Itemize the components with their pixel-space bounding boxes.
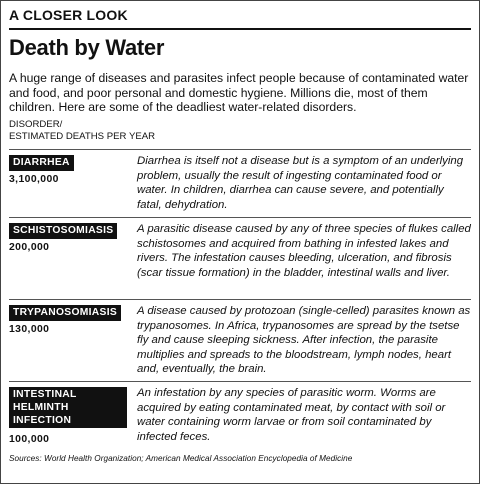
column-header <box>9 119 155 142</box>
kicker-label: A CLOSER LOOK <box>9 7 128 23</box>
disorder-name-tag <box>9 387 127 428</box>
page-title: Death by Water <box>9 35 165 60</box>
column-header-line1: DISORDER/ <box>9 119 63 130</box>
disorder-name-line: INFECTION <box>13 414 72 426</box>
disorder-description: A disease caused by protozoan (single-celled) parasites known as trypanosomes. In Africa, trypanosomes are spread by the tsetse fly and cause sleeping sickness. After infection, the parasite multiplies and spreads to the bloodstream, lymph nodes, heart and, eventually, the brain. <box>137 305 471 376</box>
deaths-value: 100,000 <box>9 434 50 445</box>
disorder-description: A parasitic disease caused by any of three species of flukes called schistosomes and acquired from bathing in infested lakes and rivers. The infestation causes bleeding, ulceration, and fibrosis (scar tissue formation) in the bladder, intestinal walls and liver. <box>137 223 471 279</box>
disorder-name-tag: TRYPANOSOMIASIS <box>9 305 121 321</box>
disorder-description: Diarrhea is itself not a disease but is a symptom of an underlying problem, usually the result of ingesting contaminated food or water. In children, diarrhea can cause severe, and potentially fatal, dehydration. <box>137 155 464 211</box>
disorder-row-diarrhea <box>9 149 471 212</box>
kicker-divider <box>9 28 471 30</box>
deaths-value: 200,000 <box>9 242 50 253</box>
deaths-value: 130,000 <box>9 324 50 335</box>
disorder-row-intestinal-helminth <box>9 381 471 448</box>
disorder-name-tag: DIARRHEA <box>9 155 74 171</box>
disorder-description: An infestation by any species of parasitic worm. Worms are acquired by eating contaminated meat, by contact with soil or water containing worm larvae or from soil contaminated by infected feces. <box>137 387 446 443</box>
disorder-name-line: INTESTINAL <box>13 389 77 400</box>
intro-paragraph: A huge range of diseases and parasites infect people because of contaminated water and food, and poor personal and domestic hygiene. Millions die, most of them children. Here are some of the deadliest water-related disorders. <box>9 71 469 115</box>
deaths-value: 3,100,000 <box>9 174 59 185</box>
disorder-row-trypanosomiasis <box>9 299 471 376</box>
disorder-name-tag: SCHISTOSOMIASIS <box>9 223 117 239</box>
column-header-line2: ESTIMATED DEATHS PER YEAR <box>9 130 156 142</box>
disorder-name-line: HELMINTH <box>13 401 69 413</box>
disorder-row-schistosomiasis <box>9 217 471 294</box>
source-credit: Sources: World Health Organization; American Medical Association Encyclopedia of Medicine <box>9 454 353 463</box>
